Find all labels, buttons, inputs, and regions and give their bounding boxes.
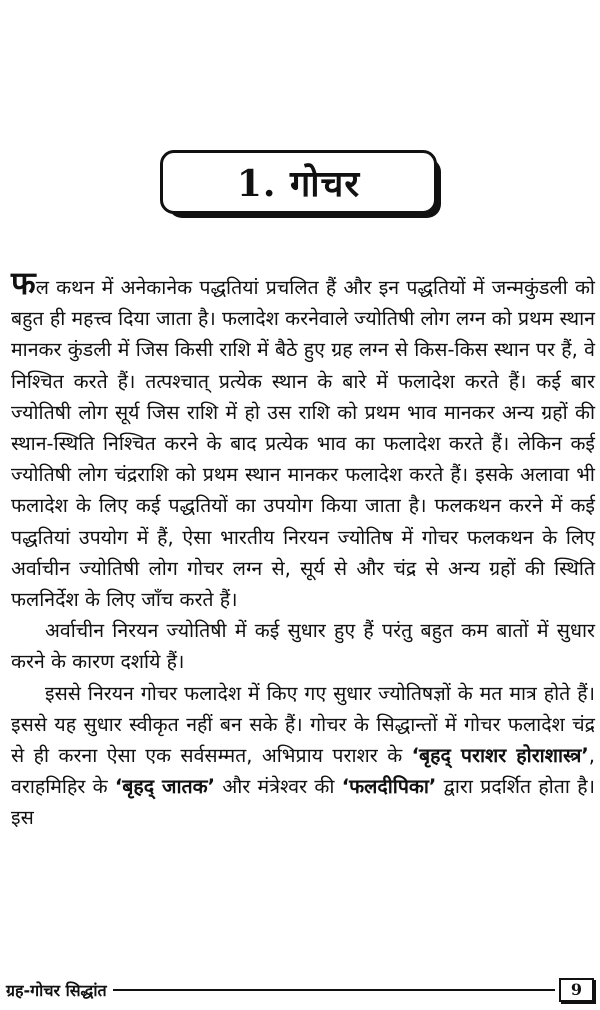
paragraph-2: अर्वाचीन निरयन ज्योतिषी में कई सुधार हुए हैं परंतु बहुत कम बातों में सुधार करने के कारण दर्शाये हैं।	[11, 619, 595, 674]
chapter-title-frame	[160, 150, 445, 222]
footer-rule	[113, 989, 555, 991]
paragraph-3-text-c: , वराहमिहिर के	[11, 744, 595, 799]
book-ref-brihad-jatak: ‘बृहद् जातक’	[114, 775, 216, 799]
title-frame-box	[160, 150, 437, 214]
paragraph-1	[11, 264, 595, 615]
paragraph-1-text: ल कथन में अनेकानेक पद्धतियां प्रचलित हैं और इन पद्धतियों में जन्मकुंडली को बहुत ही महत्त्व दिया जाता है। फलादेश करनेवाले ज्योतिषी लोग लग्न को प्रथम स्थान मानकर कुंडली में जिस किसी राशि में बैठे हुए ग्रह लग्न से किस-किस स्थान पर हैं, वे निश्चित करते हैं। तत्पश्चात् प्रत्येक स्थान के बारे में फलादेश करते हैं। कई बार ज्योतिषी लोग सूर्य जिस राशि में हो उस राशि को प्रथम भाव मानकर अन्य ग्रहों की स्थान-स्थिति निश्चित करने के बाद प्रत्येक भाव का फलादेश करते हैं। लेकिन कई ज्योतिषी लोग चंद्रराशि को प्रथम स्थान मानकर फलादेश करते हैं। इसके अलावा भी फलादेश के लिए कई पद्धतियों का उपयोग किया जाता है। फलकथन करने में कई पद्धतियां उपयोग में हैं, ऐसा भारतीय निरयन ज्योतिष में गोचर फलकथन के लिए अर्वाचीन ज्योतिषी लोग गोचर लग्न से, सूर्य से और चंद्र से अन्य ग्रहों की स्थिति फलनिर्देश के लिए जाँच करते हैं।	[11, 276, 595, 612]
book-ref-brihad-parashar: ‘बृहद् पराशर होराशास्त्र’	[411, 744, 589, 768]
drop-cap: फ	[11, 264, 36, 302]
chapter-title: 1. गोचर	[236, 162, 361, 205]
body-text	[11, 264, 595, 834]
paragraph-3-text-a: इससे निरयन गोचर फलादेश में किए गए सुधार ज्योतिषज्ञों के मत मात्र होते हैं। इससे यह सुधार स्वीकृत नहीं बन सके हैं। गोचर के सिद्धान्तों में गोचर फलादेश चंद्र से ही करना ऐसा एक सर्वसम्मत, अभिप्राय पराशर के	[11, 681, 595, 768]
page-number: 9	[559, 978, 594, 1002]
page-footer	[6, 975, 594, 1005]
paragraph-3-text-g: द्वारा प्रदर्शित होता है। इस	[11, 775, 595, 830]
book-ref-phaladeepika: ‘फलदीपिका’	[341, 775, 437, 799]
footer-book-title: ग्रह-गोचर सिद्धांत	[6, 981, 107, 1000]
paragraph-3-text-e: और मंत्रेश्वर की	[215, 775, 342, 799]
paragraph-3	[11, 678, 595, 834]
